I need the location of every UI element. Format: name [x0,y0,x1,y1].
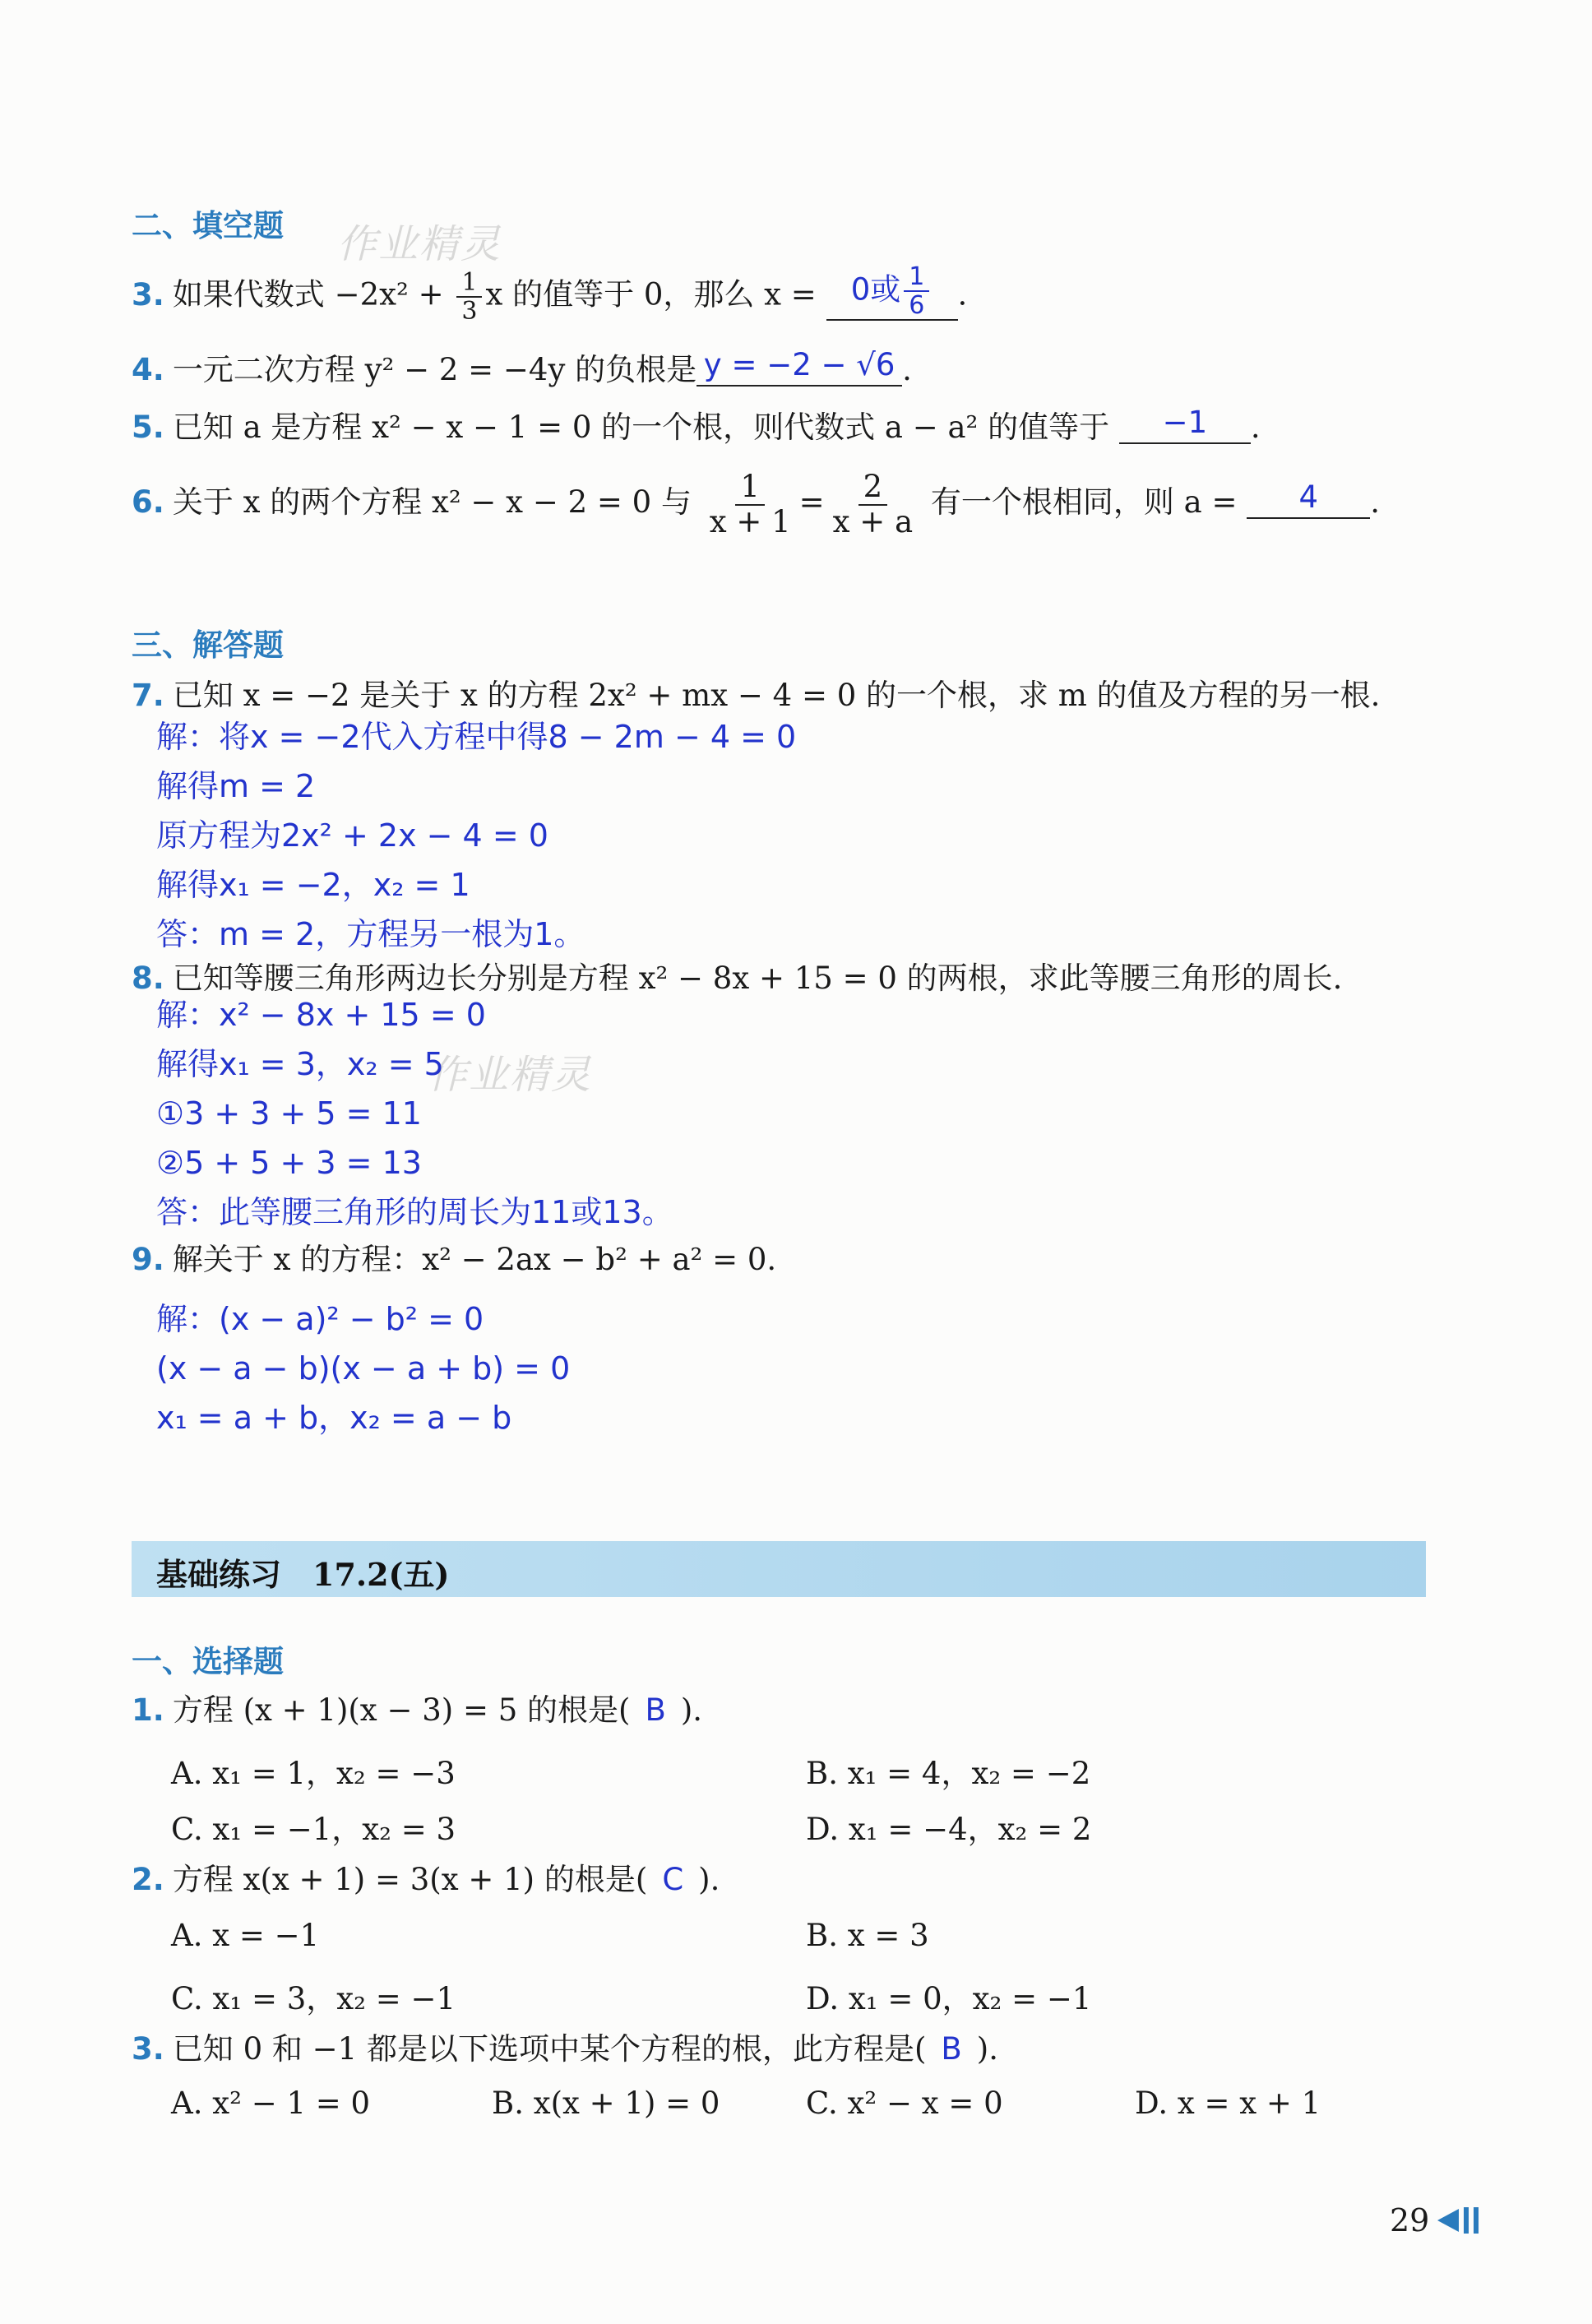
answer-line: (x − a − b)(x − a + b) = 0 [156,1350,571,1387]
answer-line: 解：(x − a)² − b² = 0 [156,1301,484,1337]
question-number: 3. [132,2031,164,2067]
answer-fraction [904,263,929,319]
question-end: . [957,276,968,312]
answer-text: 0或 [850,271,901,308]
numerator: 1 [904,263,929,292]
question-end: . [1370,484,1381,521]
answer-choice: B [645,1692,666,1728]
option-c: C. x₁ = 3，x₂ = −1 [171,1981,456,2016]
fraction [705,470,796,539]
question-text: x 的值等于 0，那么 x = [485,276,817,312]
option-b: B. x(x + 1) = 0 [492,2086,720,2121]
question-text: 方程 (x + 1)(x − 3) = 5 的根是( [172,1692,631,1728]
option-a: A. x₁ = 1，x₂ = −3 [171,1756,456,1791]
watermark: 作业精灵 [337,221,502,267]
question-text: 解关于 x 的方程：x² − 2ax − b² + a² = 0. [172,1242,777,1277]
denominator: 6 [909,291,925,320]
question-text: 已知 x = −2 是关于 x 的方程 2x² + mx − 4 = 0 的一个根，求 m 的值及方程的另一根. [172,678,1381,713]
section-title-solve: 三、解答题 [132,627,284,663]
page-number: 29 [1390,2202,1430,2238]
answer-blank: 4 [1247,478,1370,519]
answer-line: 解得x₁ = 3，x₂ = 5 [156,1046,444,1082]
denominator: x + 1 [709,503,791,539]
question-number: 5. [132,410,164,445]
fraction [828,470,918,539]
fraction [456,269,482,325]
question-text: 一元二次方程 y² − 2 = −4y 的负根是 [172,352,697,387]
answer-line: 解：将x = −2代入方程中得8 − 2m − 4 = 0 [156,719,797,755]
question-number: 3. [132,276,164,312]
option-c: C. x₁ = −1，x₂ = 3 [171,1812,456,1847]
question-number: 8. [132,961,164,996]
answer-blank [826,263,958,321]
answer-line: 解：x² − 8x + 15 = 0 [156,997,486,1033]
question-number: 4. [132,352,164,387]
section-title-fill: 二、填空题 [132,208,284,243]
question-end: ). [976,2031,998,2067]
section-title-choice: 一、选择题 [132,1644,284,1679]
equals-sign: = [798,484,825,521]
option-a: A. x = −1 [171,1918,320,1953]
question-text: 已知 a 是方程 x² − x − 1 = 0 的一个根，则代数式 a − a² 的值等于 [172,410,1110,445]
answer-line: 原方程为2x² + 2x − 4 = 0 [156,817,548,854]
fill-question-4 [132,347,912,391]
answer-line: 解得x₁ = −2，x₂ = 1 [156,867,470,903]
option-a: A. x² − 1 = 0 [171,2086,371,2121]
question-number: 6. [132,484,164,521]
question-text: 已知等腰三角形两边长分别是方程 x² − 8x + 15 = 0 的两根，求此等腰三角形的周长. [172,961,1343,996]
answer-choice: C [662,1862,684,1897]
numerator: 1 [735,470,765,506]
page-arrow-icon [1437,2204,1487,2237]
fill-question-5 [132,405,1261,449]
answer-line: ②5 + 5 + 3 = 13 [156,1145,422,1181]
choice-question-1 [132,1691,702,1730]
fill-question-6 [132,470,1380,539]
option-d: D. x = x + 1 [1135,2086,1321,2121]
question-text: 如果代数式 −2x² + [172,276,444,312]
lesson-title: 基础练习 17.2(五) [156,1556,450,1593]
lesson-banner [132,1541,1426,1597]
option-d: D. x₁ = 0，x₂ = −1 [806,1981,1092,2016]
denominator: x + a [832,503,914,539]
question-number: 7. [132,678,164,713]
option-d: D. x₁ = −4，x₂ = 2 [806,1812,1092,1847]
question-text: 有一个根相同，则 a = [930,484,1238,521]
question-text: 方程 x(x + 1) = 3(x + 1) 的根是( [172,1862,648,1897]
fill-question-3 [132,262,968,326]
option-b: B. x₁ = 4，x₂ = −2 [806,1756,1091,1791]
answer-line: 答：m = 2，方程另一根为1。 [156,916,585,952]
question-text: 关于 x 的两个方程 x² − x − 2 = 0 与 [172,484,692,521]
question-end: . [902,352,912,387]
numerator: 2 [858,470,888,506]
answer-line: 解得m = 2 [156,768,316,804]
question-end: ). [680,1692,703,1728]
choice-question-2 [132,1860,720,1900]
option-c: C. x² − x = 0 [806,2086,1003,2121]
question-number: 9. [132,1242,164,1277]
answer-blank: −1 [1119,403,1251,444]
answer-line: x₁ = a + b，x₂ = a − b [156,1400,512,1436]
solve-question-7 [132,676,1380,715]
answer-line: 答：此等腰三角形的周长为11或13。 [156,1194,673,1230]
answer-line: ①3 + 3 + 5 = 11 [156,1095,422,1132]
question-end: . [1250,410,1261,445]
question-number: 2. [132,1862,164,1897]
watermark: 作业精灵 [428,1052,593,1098]
choice-question-3 [132,2030,998,2069]
option-b: B. x = 3 [806,1918,929,1953]
question-text: 已知 0 和 −1 都是以下选项中某个方程的根，此方程是( [172,2031,927,2067]
solve-question-9 [132,1240,776,1280]
numerator: 1 [456,269,482,298]
solve-question-8 [132,959,1342,998]
question-end: ). [698,1862,720,1897]
denominator: 3 [461,297,478,326]
answer-blank: y = −2 − √6 [696,345,902,387]
answer-choice: B [941,2031,962,2067]
question-number: 1. [132,1692,164,1728]
